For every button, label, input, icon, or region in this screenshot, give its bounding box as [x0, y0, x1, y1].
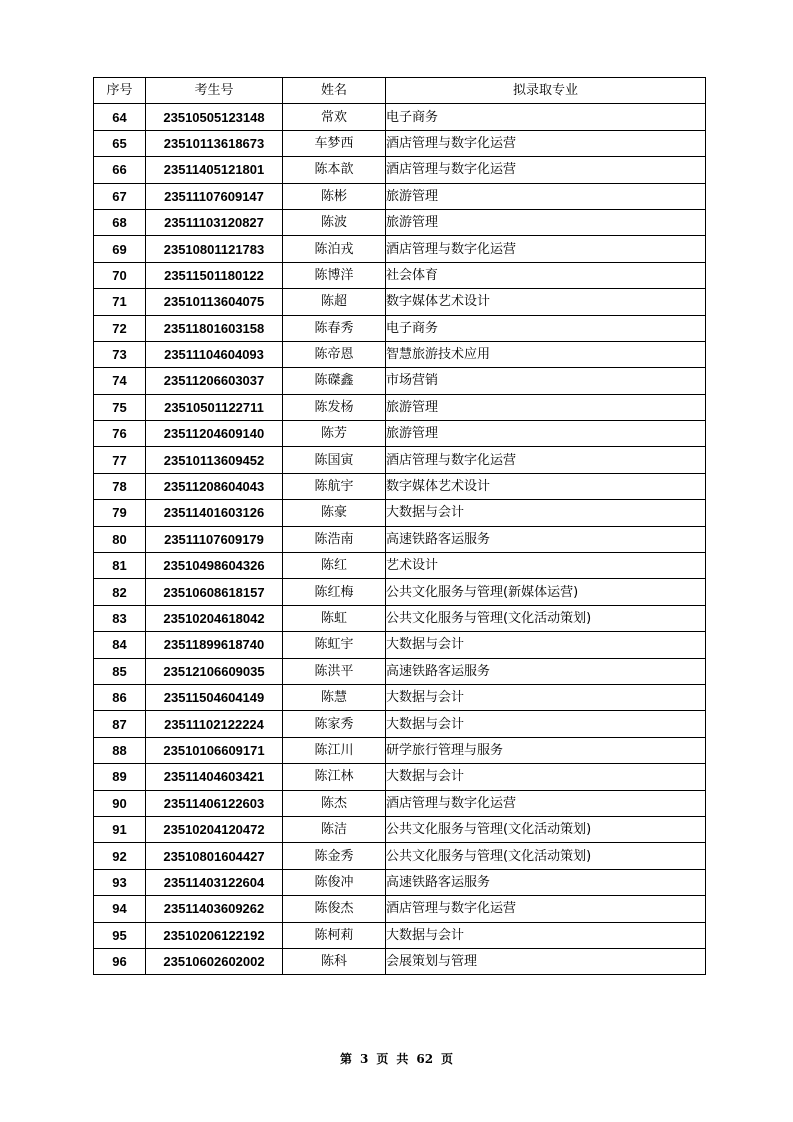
cell-major: 大数据与会计 — [386, 684, 706, 710]
cell-name: 常欢 — [283, 104, 386, 130]
table-row — [94, 605, 706, 631]
cell-major: 酒店管理与数字化运营 — [386, 790, 706, 816]
cell-major: 旅游管理 — [386, 421, 706, 447]
cell-exam-id: 23511208604043 — [146, 473, 283, 499]
cell-exam-id: 23511504604149 — [146, 684, 283, 710]
cell-exam-id: 23511403609262 — [146, 896, 283, 922]
cell-serial: 77 — [94, 447, 146, 473]
header-serial: 序号 — [94, 78, 146, 104]
cell-serial: 86 — [94, 684, 146, 710]
table-row — [94, 500, 706, 526]
footer-suffix: 页 — [441, 1052, 454, 1066]
cell-exam-id: 23510505123148 — [146, 104, 283, 130]
table-row — [94, 341, 706, 367]
cell-exam-id: 23510801121783 — [146, 236, 283, 262]
cell-exam-id: 23511103120827 — [146, 209, 283, 235]
cell-exam-id: 23510608618157 — [146, 579, 283, 605]
cell-exam-id: 23510106609171 — [146, 737, 283, 763]
cell-name: 陈航宇 — [283, 473, 386, 499]
table-row — [94, 816, 706, 842]
cell-exam-id: 23511102122224 — [146, 711, 283, 737]
cell-serial: 75 — [94, 394, 146, 420]
table-row — [94, 790, 706, 816]
cell-exam-id: 23510801604427 — [146, 843, 283, 869]
cell-name: 陈波 — [283, 209, 386, 235]
cell-exam-id: 23511107609179 — [146, 526, 283, 552]
cell-name: 陈国寅 — [283, 447, 386, 473]
table-row — [94, 130, 706, 156]
table-row — [94, 896, 706, 922]
cell-name: 车梦西 — [283, 130, 386, 156]
table-row — [94, 236, 706, 262]
cell-serial: 70 — [94, 262, 146, 288]
table-row — [94, 843, 706, 869]
footer-page-number: 3 — [359, 1052, 369, 1066]
cell-name: 陈豪 — [283, 500, 386, 526]
cell-name: 陈俊冲 — [283, 869, 386, 895]
table-row — [94, 315, 706, 341]
cell-serial: 92 — [94, 843, 146, 869]
cell-name: 陈洁 — [283, 816, 386, 842]
cell-major: 智慧旅游技术应用 — [386, 341, 706, 367]
cell-name: 陈江林 — [283, 764, 386, 790]
cell-major: 高速铁路客运服务 — [386, 526, 706, 552]
cell-serial: 73 — [94, 341, 146, 367]
table-row — [94, 209, 706, 235]
table-row — [94, 421, 706, 447]
cell-major: 酒店管理与数字化运营 — [386, 447, 706, 473]
cell-exam-id: 23511801603158 — [146, 315, 283, 341]
cell-serial: 72 — [94, 315, 146, 341]
cell-serial: 83 — [94, 605, 146, 631]
cell-name: 陈柯莉 — [283, 922, 386, 948]
cell-major: 大数据与会计 — [386, 922, 706, 948]
cell-serial: 94 — [94, 896, 146, 922]
cell-exam-id: 23511104604093 — [146, 341, 283, 367]
cell-exam-id: 23511107609147 — [146, 183, 283, 209]
table-row — [94, 579, 706, 605]
cell-serial: 82 — [94, 579, 146, 605]
cell-serial: 96 — [94, 948, 146, 974]
cell-serial: 79 — [94, 500, 146, 526]
cell-exam-id: 23510113609452 — [146, 447, 283, 473]
cell-major: 社会体育 — [386, 262, 706, 288]
table-row — [94, 737, 706, 763]
cell-major: 高速铁路客运服务 — [386, 658, 706, 684]
table-row — [94, 262, 706, 288]
cell-serial: 66 — [94, 157, 146, 183]
cell-major: 酒店管理与数字化运营 — [386, 896, 706, 922]
footer-total-word: 共 — [396, 1052, 409, 1066]
cell-major: 公共文化服务与管理(文化活动策划) — [386, 816, 706, 842]
cell-major: 数字媒体艺术设计 — [386, 289, 706, 315]
cell-exam-id: 23511401603126 — [146, 500, 283, 526]
cell-name: 陈科 — [283, 948, 386, 974]
cell-exam-id: 23510206122192 — [146, 922, 283, 948]
cell-major: 高速铁路客运服务 — [386, 869, 706, 895]
cell-serial: 68 — [94, 209, 146, 235]
cell-major: 酒店管理与数字化运营 — [386, 157, 706, 183]
cell-major: 会展策划与管理 — [386, 948, 706, 974]
cell-name: 陈红 — [283, 553, 386, 579]
header-name: 姓名 — [283, 78, 386, 104]
cell-serial: 85 — [94, 658, 146, 684]
cell-serial: 69 — [94, 236, 146, 262]
cell-name: 陈本歆 — [283, 157, 386, 183]
table-row — [94, 632, 706, 658]
cell-name: 陈虹宇 — [283, 632, 386, 658]
cell-name: 陈俊杰 — [283, 896, 386, 922]
table-row — [94, 684, 706, 710]
cell-exam-id: 23511501180122 — [146, 262, 283, 288]
cell-serial: 78 — [94, 473, 146, 499]
cell-serial: 67 — [94, 183, 146, 209]
cell-serial: 64 — [94, 104, 146, 130]
table-row — [94, 711, 706, 737]
table-row — [94, 289, 706, 315]
table-row — [94, 658, 706, 684]
cell-major: 大数据与会计 — [386, 500, 706, 526]
table-row — [94, 948, 706, 974]
cell-name: 陈家秀 — [283, 711, 386, 737]
table-header-row — [94, 78, 706, 104]
cell-major: 旅游管理 — [386, 394, 706, 420]
cell-name: 陈泊戎 — [283, 236, 386, 262]
table-row — [94, 183, 706, 209]
cell-major: 公共文化服务与管理(文化活动策划) — [386, 843, 706, 869]
cell-major: 旅游管理 — [386, 183, 706, 209]
cell-name: 陈博洋 — [283, 262, 386, 288]
footer-total-pages: 62 — [416, 1052, 434, 1066]
page-footer — [0, 1050, 793, 1067]
cell-exam-id: 23510602602002 — [146, 948, 283, 974]
cell-name: 陈浩南 — [283, 526, 386, 552]
cell-exam-id: 23511899618740 — [146, 632, 283, 658]
cell-name: 陈金秀 — [283, 843, 386, 869]
cell-exam-id: 23511404603421 — [146, 764, 283, 790]
cell-exam-id: 23510498604326 — [146, 553, 283, 579]
cell-major: 电子商务 — [386, 315, 706, 341]
cell-name: 陈杰 — [283, 790, 386, 816]
cell-exam-id: 23510113618673 — [146, 130, 283, 156]
cell-serial: 93 — [94, 869, 146, 895]
table-row — [94, 869, 706, 895]
table-row — [94, 447, 706, 473]
cell-major: 市场营销 — [386, 368, 706, 394]
cell-exam-id: 23510501122711 — [146, 394, 283, 420]
cell-name: 陈虹 — [283, 605, 386, 631]
cell-name: 陈彬 — [283, 183, 386, 209]
header-exam-id: 考生号 — [146, 78, 283, 104]
cell-major: 公共文化服务与管理(新媒体运营) — [386, 579, 706, 605]
footer-prefix: 第 — [339, 1052, 352, 1066]
cell-serial: 84 — [94, 632, 146, 658]
cell-serial: 76 — [94, 421, 146, 447]
cell-major: 数字媒体艺术设计 — [386, 473, 706, 499]
table-row — [94, 157, 706, 183]
cell-major: 大数据与会计 — [386, 764, 706, 790]
cell-exam-id: 23512106609035 — [146, 658, 283, 684]
cell-serial: 95 — [94, 922, 146, 948]
cell-exam-id: 23511204609140 — [146, 421, 283, 447]
table-row — [94, 104, 706, 130]
cell-serial: 90 — [94, 790, 146, 816]
admission-table — [93, 77, 706, 975]
cell-serial: 74 — [94, 368, 146, 394]
cell-name: 陈红梅 — [283, 579, 386, 605]
table-row — [94, 473, 706, 499]
cell-name: 陈帝恩 — [283, 341, 386, 367]
table-row — [94, 922, 706, 948]
cell-major: 大数据与会计 — [386, 632, 706, 658]
cell-exam-id: 23511405121801 — [146, 157, 283, 183]
table-row — [94, 764, 706, 790]
table-row — [94, 553, 706, 579]
cell-serial: 80 — [94, 526, 146, 552]
table-body — [94, 104, 706, 975]
cell-exam-id: 23511406122603 — [146, 790, 283, 816]
cell-name: 陈磔鑫 — [283, 368, 386, 394]
cell-name: 陈春秀 — [283, 315, 386, 341]
cell-major: 艺术设计 — [386, 553, 706, 579]
cell-exam-id: 23511403122604 — [146, 869, 283, 895]
cell-exam-id: 23510204618042 — [146, 605, 283, 631]
cell-major: 研学旅行管理与服务 — [386, 737, 706, 763]
table-row — [94, 368, 706, 394]
cell-name: 陈超 — [283, 289, 386, 315]
cell-major: 电子商务 — [386, 104, 706, 130]
cell-name: 陈芳 — [283, 421, 386, 447]
cell-name: 陈慧 — [283, 684, 386, 710]
cell-name: 陈洪平 — [283, 658, 386, 684]
cell-exam-id: 23511206603037 — [146, 368, 283, 394]
cell-serial: 91 — [94, 816, 146, 842]
cell-exam-id: 23510113604075 — [146, 289, 283, 315]
cell-major: 酒店管理与数字化运营 — [386, 130, 706, 156]
cell-major: 旅游管理 — [386, 209, 706, 235]
cell-serial: 88 — [94, 737, 146, 763]
cell-major: 公共文化服务与管理(文化活动策划) — [386, 605, 706, 631]
cell-serial: 87 — [94, 711, 146, 737]
footer-page-word: 页 — [376, 1052, 389, 1066]
table-row — [94, 394, 706, 420]
cell-serial: 65 — [94, 130, 146, 156]
cell-name: 陈江川 — [283, 737, 386, 763]
cell-major: 酒店管理与数字化运营 — [386, 236, 706, 262]
cell-serial: 71 — [94, 289, 146, 315]
table-row — [94, 526, 706, 552]
cell-serial: 89 — [94, 764, 146, 790]
cell-serial: 81 — [94, 553, 146, 579]
header-major: 拟录取专业 — [386, 78, 706, 104]
cell-major: 大数据与会计 — [386, 711, 706, 737]
cell-name: 陈发杨 — [283, 394, 386, 420]
cell-exam-id: 23510204120472 — [146, 816, 283, 842]
